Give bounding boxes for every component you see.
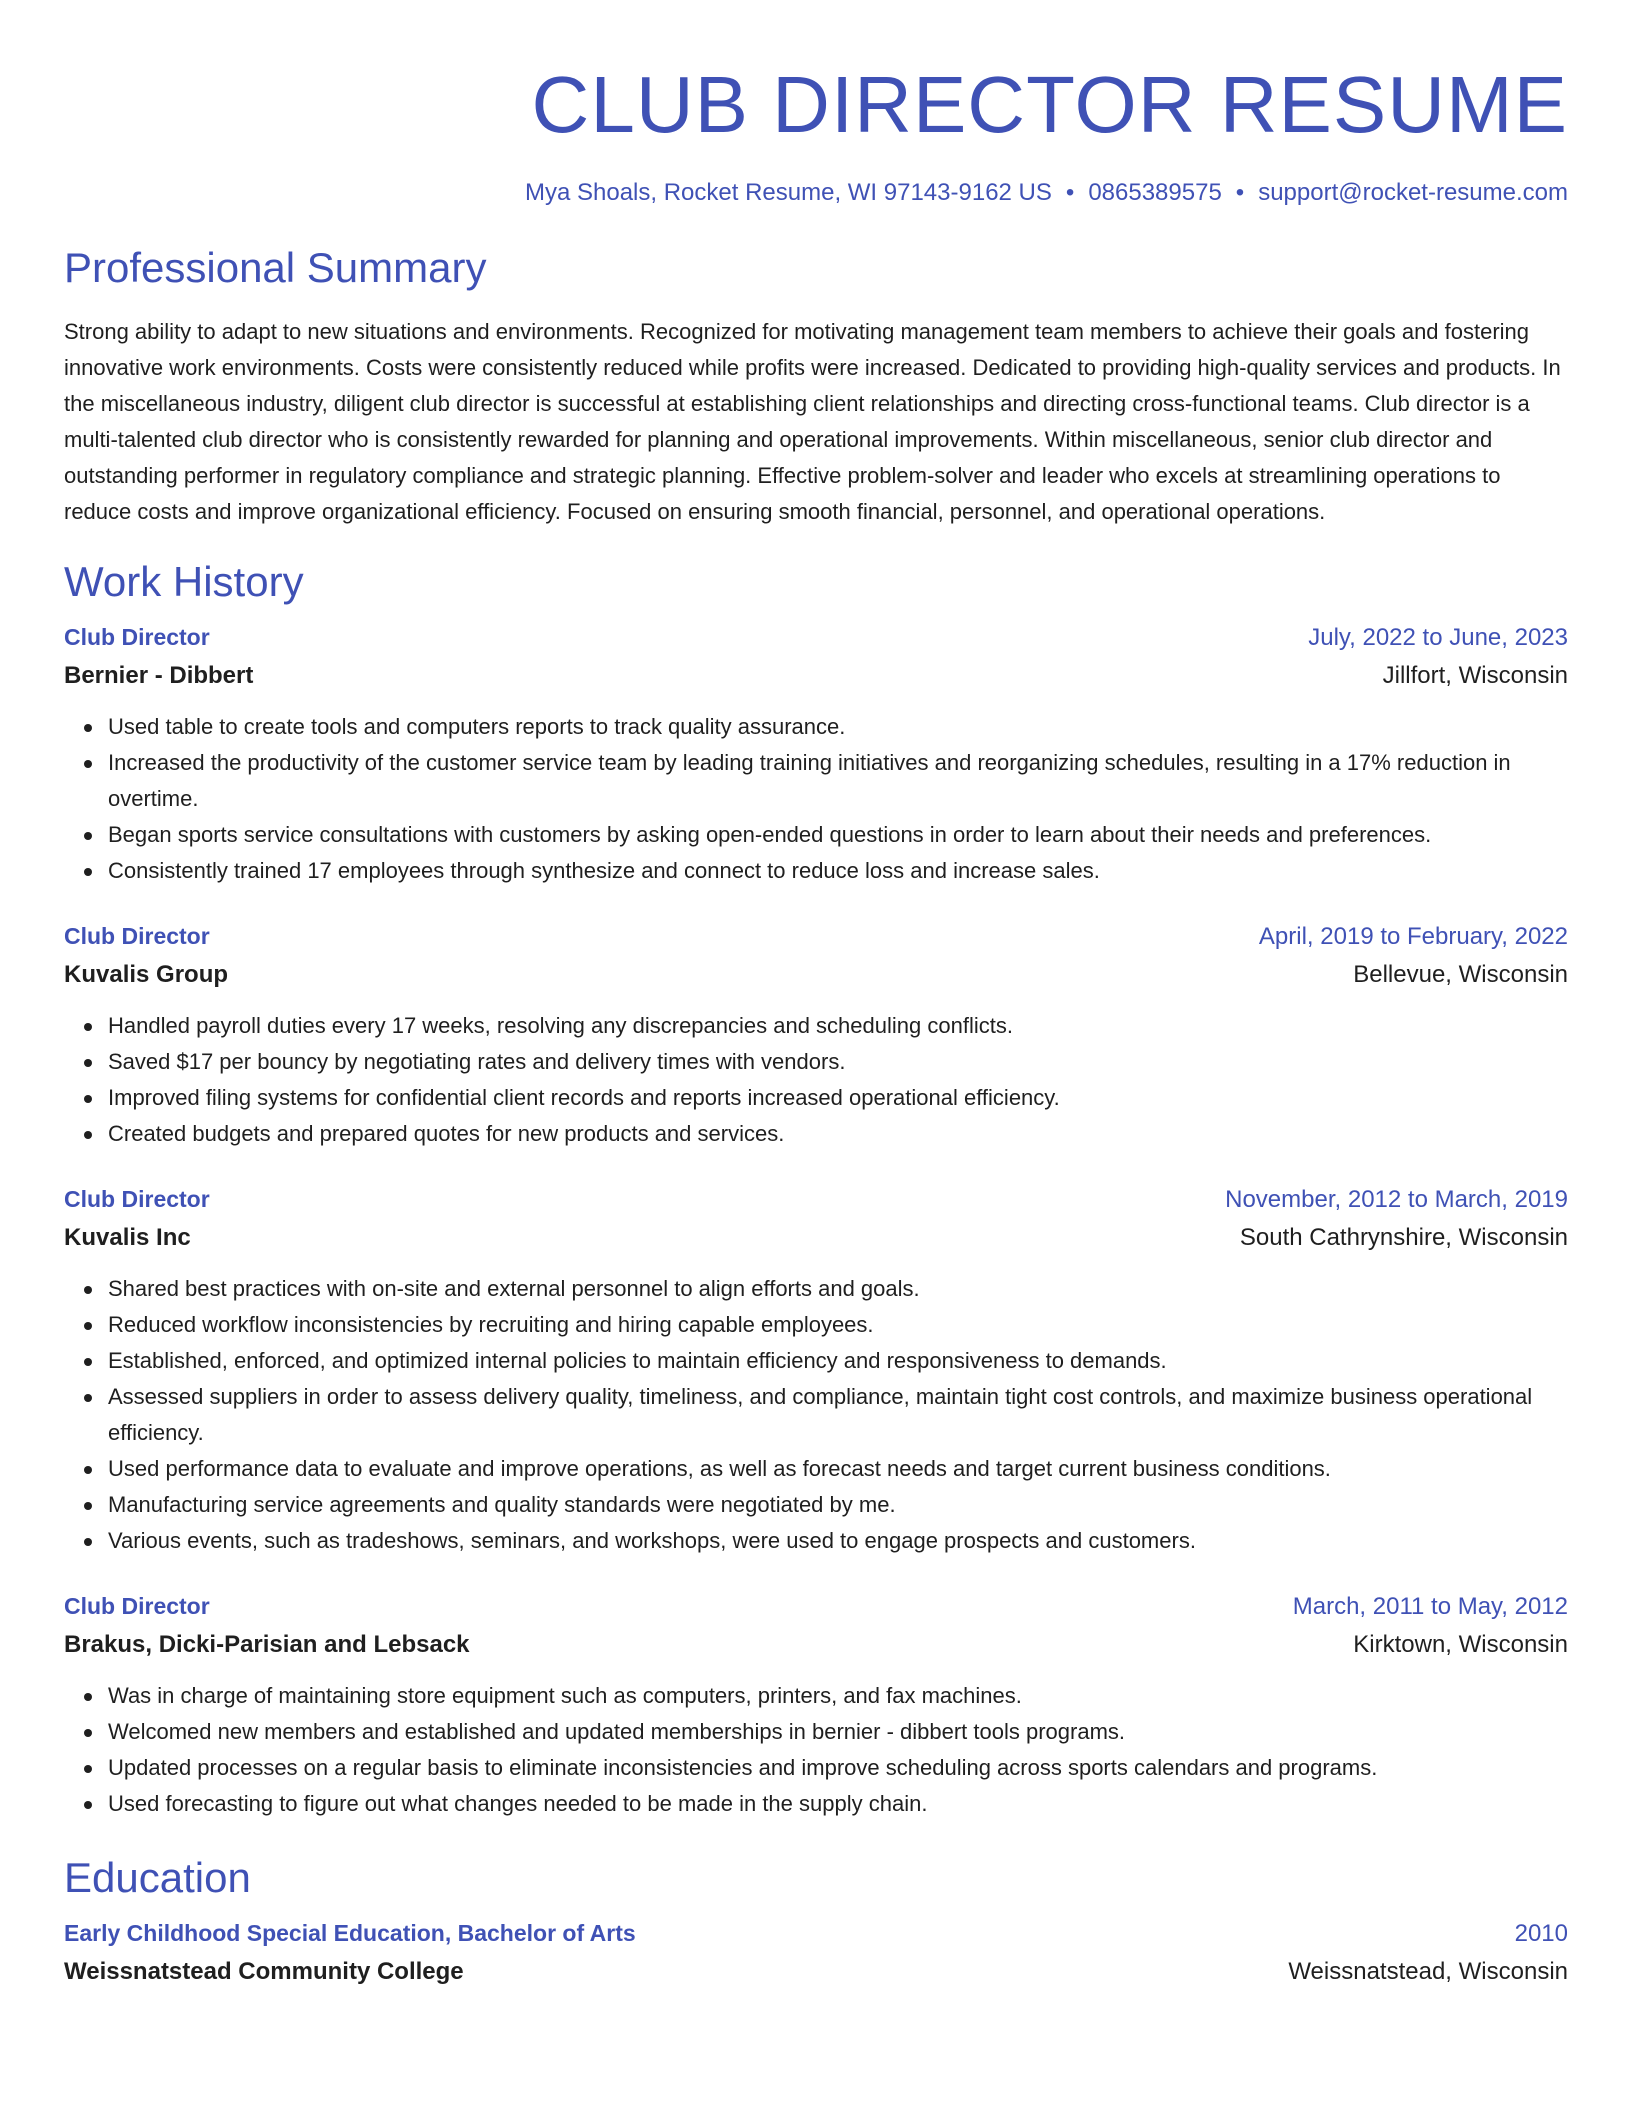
job-bullets [64,1271,1568,1559]
job-entry [64,921,1568,1152]
contact-email[interactable]: support@rocket-resume.com [1258,179,1568,206]
work-history-heading: Work History [64,558,304,605]
job-company: Kuvalis Inc [64,1224,191,1251]
job-location: Jillfort, Wisconsin [1382,662,1568,689]
job-title: Club Director [64,923,210,949]
list-item: Updated processes on a regular basis to eliminate inconsistencies and improve scheduling across sports calendars and programs. [108,1750,1568,1786]
list-item: Shared best practices with on-site and external personnel to align efforts and goals. [108,1271,1568,1307]
resume-page [64,0,1568,1987]
list-item: Assessed suppliers in order to assess delivery quality, timeliness, and compliance, maintain tight cost controls, and maximize business operational efficiency. [108,1379,1568,1451]
education-location: Weissnatstead, Wisconsin [1288,1958,1568,1985]
list-item: Created budgets and prepared quotes for new products and services. [108,1116,1568,1152]
list-item: Used table to create tools and computers reports to track quality assurance. [108,709,1568,745]
list-item: Improved filing systems for confidential client records and reports increased operational efficiency. [108,1080,1568,1116]
list-item: Various events, such as tradeshows, seminars, and workshops, were used to engage prospects and customers. [108,1523,1568,1559]
list-item: Was in charge of maintaining store equipment such as computers, printers, and fax machines. [108,1678,1568,1714]
list-item: Manufacturing service agreements and quality standards were negotiated by me. [108,1487,1568,1523]
list-item: Used forecasting to figure out what changes needed to be made in the supply chain. [108,1786,1568,1822]
list-item: Handled payroll duties every 17 weeks, resolving any discrepancies and scheduling conflicts. [108,1008,1568,1044]
job-bullets [64,1678,1568,1822]
resume-title: CLUB DIRECTOR RESUME [531,60,1568,149]
education-year: 2010 [1514,1920,1568,1947]
education-heading: Education [64,1854,251,1901]
job-company: Bernier - Dibbert [64,662,254,689]
list-item: Reduced workflow inconsistencies by recruiting and hiring capable employees. [108,1307,1568,1343]
job-location: South Cathrynshire, Wisconsin [1239,1224,1568,1251]
contact-line [64,178,1568,208]
job-title: Club Director [64,1186,210,1212]
job-title: Club Director [64,1593,210,1619]
job-company: Brakus, Dicki-Parisian and Lebsack [64,1631,470,1658]
job-dates: April, 2019 to February, 2022 [1258,923,1568,950]
contact-address: Mya Shoals, Rocket Resume, WI 97143-9162 US [524,179,1052,206]
education-entry [64,1918,1568,1987]
job-dates: March, 2011 to May, 2012 [1292,1593,1568,1620]
list-item: Used performance data to evaluate and improve operations, as well as forecast needs and target current business conditions. [108,1451,1568,1487]
job-dates: November, 2012 to March, 2019 [1225,1186,1568,1213]
summary-heading: Professional Summary [64,244,487,291]
contact-separator: • [1235,179,1245,206]
contact-separator: • [1065,179,1075,206]
job-entry [64,622,1568,889]
list-item: Established, enforced, and optimized internal policies to maintain efficiency and responsiveness to demands. [108,1343,1568,1379]
list-item: Consistently trained 17 employees through synthesize and connect to reduce loss and increase sales. [108,853,1568,889]
list-item: Welcomed new members and established and updated memberships in bernier - dibbert tools programs. [108,1714,1568,1750]
work-history-list [64,622,1568,1822]
job-company: Kuvalis Group [64,961,229,988]
education-degree: Early Childhood Special Education, Bachelor of Arts [64,1920,636,1946]
education-school: Weissnatstead Community College [64,1958,464,1985]
list-item: Saved $17 per bouncy by negotiating rates and delivery times with vendors. [108,1044,1568,1080]
job-location: Bellevue, Wisconsin [1353,961,1568,988]
job-entry [64,1184,1568,1559]
list-item: Began sports service consultations with customers by asking open-ended questions in order to learn about their needs and preferences. [108,817,1568,853]
job-entry [64,1591,1568,1822]
summary-text: Strong ability to adapt to new situations and environments. Recognized for motivating management team members to achieve their goals and fostering innovative work environments. Costs were consistently reduced while profits were increased. Dedicated to providing high-quality services and products. In the miscellaneous industry, diligent club director is successful at establishing client relationships and directing cross-functional teams. Club director is a multi-talented club director who is consistently rewarded for planning and operational improvements. Within miscellaneous, senior club director and outstanding performer in regulatory compliance and strategic planning. Effective problem-solver and leader who excels at streamlining operations to reduce costs and improve organizational efficiency. Focused on ensuring smooth financial, personnel, and operational operations. [64,319,1561,524]
contact-phone: 0865389575 [1088,179,1222,206]
list-item: Increased the productivity of the customer service team by leading training initiatives and reorganizing schedules, resulting in a 17% reduction in overtime. [108,745,1568,817]
job-bullets [64,1008,1568,1152]
job-bullets [64,709,1568,889]
job-dates: July, 2022 to June, 2023 [1308,624,1568,651]
job-location: Kirktown, Wisconsin [1353,1631,1568,1658]
job-title: Club Director [64,624,210,650]
